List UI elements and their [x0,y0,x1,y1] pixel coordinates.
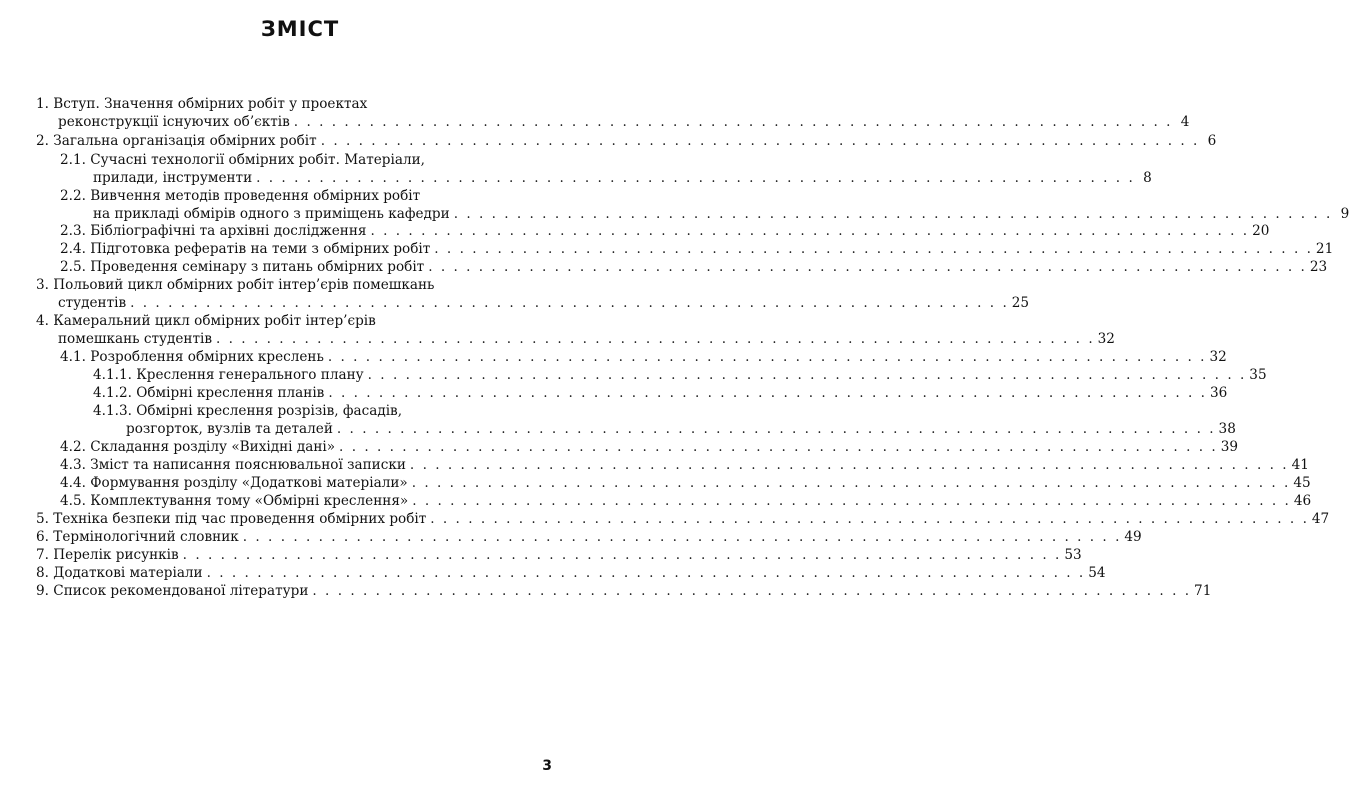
toc-entry-title: студентів [58,295,127,311]
toc-entry-page: 4 [1180,114,1190,130]
toc-dot-leader: . . . . . . . . . . . . . . . . . . . . . . . . . . . . . . . . . . . . . . . . . . . . . . . . . . . . . . . . . . . . . . . . . . . . . . [130,295,1009,311]
toc-dot-leader: . . . . . . . . . . . . . . . . . . . . . . . . . . . . . . . . . . . . . . . . . . . . . . . . . . . . . . . . . . . . . . . . . . . . . . [320,133,1200,149]
toc-entry-line: 3. Польовий цикл обмірних робіт інтер’єрів помешкань [36,277,435,293]
toc-entry [0,187,1349,223]
toc-entry-line: 4. Камеральний цикл обмірних робіт інтер’єрів [36,313,376,329]
toc-entry [0,151,1152,187]
toc-entry [0,564,1106,582]
toc-entry-page: 46 [1293,493,1312,509]
toc-entry-page: 25 [1011,295,1030,311]
toc-entry [0,276,1030,312]
toc-entry [0,546,1082,564]
toc-entry-page: 47 [1311,511,1330,527]
toc-dot-leader: . . . . . . . . . . . . . . . . . . . . . . . . . . . . . . . . . . . . . . . . . . . . . . . . . . . . . . . . . . . . . . . . . . . . . . [428,259,1307,275]
toc-entry-page: 45 [1293,475,1311,491]
toc-dot-leader: . . . . . . . . . . . . . . . . . . . . . . . . . . . . . . . . . . . . . . . . . . . . . . . . . . . . . . . . . . . . . . . . . . . . . . [412,493,1291,509]
toc-entry [0,222,1270,240]
toc-dot-leader: . . . . . . . . . . . . . . . . . . . . . . . . . . . . . . . . . . . . . . . . . . . . . . . . . . . . . . . . . . . . . . . . . . . . . . [216,331,1095,347]
toc-entry [0,258,1328,276]
page-title: ЗМІСТ [260,17,340,41]
toc-entry-line: 2.2. Вивчення методів проведення обмірних робіт [60,188,421,204]
toc-entry-title: 4.3. Зміст та написання пояснювальної записки [60,457,406,473]
toc-dot-leader: . . . . . . . . . . . . . . . . . . . . . . . . . . . . . . . . . . . . . . . . . . . . . . . . . . . . . . . . . . . . . . . . . . . . . . [256,170,1135,186]
toc-dot-leader: . . . . . . . . . . . . . . . . . . . . . . . . . . . . . . . . . . . . . . . . . . . . . . . . . . . . . . . . . . . . . . . . . . . . . . [367,367,1247,383]
toc-entry [0,510,1330,528]
toc-entry [0,402,1236,438]
toc-entry [0,348,1227,366]
toc-entry [0,312,1115,348]
toc-entry [0,95,1190,131]
toc-entry [0,132,1217,150]
toc-dot-leader: . . . . . . . . . . . . . . . . . . . . . . . . . . . . . . . . . . . . . . . . . . . . . . . . . . . . . . . . . . . . . . . . . . . . . . [370,223,1250,239]
toc-entry-title: 2.5. Проведення семінару з питань обмірних робіт [60,259,425,275]
toc-entry [0,438,1238,456]
toc-entry-title: 4.4. Формування розділу «Додаткові матеріали» [60,475,408,491]
toc-dot-leader: . . . . . . . . . . . . . . . . . . . . . . . . . . . . . . . . . . . . . . . . . . . . . . . . . . . . . . . . . . . . . . . . . . . . . . [312,583,1192,599]
toc-entry-page: 41 [1291,457,1309,473]
toc-dot-leader: . . . . . . . . . . . . . . . . . . . . . . . . . . . . . . . . . . . . . . . . . . . . . . . . . . . . . . . . . . . . . . . . . . . . . . [339,439,1218,455]
toc-entry-title: 4.2. Складання розділу «Вихідні дані» [60,439,336,455]
toc-dot-leader: . . . . . . . . . . . . . . . . . . . . . . . . . . . . . . . . . . . . . . . . . . . . . . . . . . . . . . . . . . . . . . . . . . . . . . [430,511,1309,527]
toc-dot-leader: . . . . . . . . . . . . . . . . . . . . . . . . . . . . . . . . . . . . . . . . . . . . . . . . . . . . . . . . . . . . . . . . . . . . . . [293,114,1173,130]
toc-entry-title: прилади, інструменти [93,170,253,186]
toc-entry [0,366,1267,384]
toc-entry-title: помешкань студентів [58,331,213,347]
toc-dot-leader: . . . . . . . . . . . . . . . . . . . . . . . . . . . . . . . . . . . . . . . . . . . . . . . . . . . . . . . . . . . . . . . . . . . . . . [336,421,1216,437]
toc-dot-leader: . . . . . . . . . . . . . . . . . . . . . . . . . . . . . . . . . . . . . . . . . . . . . . . . . . . . . . . . . . . . . . . . . . . . . . [409,457,1289,473]
toc-dot-leader: . . . . . . . . . . . . . . . . . . . . . . . . . . . . . . . . . . . . . . . . . . . . . . . . . . . . . . . . . . . . . . . . . . . . . . [328,385,1207,401]
toc-dot-leader: . . . . . . . . . . . . . . . . . . . . . . . . . . . . . . . . . . . . . . . . . . . . . . . . . . . . . . . . . . . . . . . . . . . . . . [453,206,1333,222]
toc-dot-leader: . . . . . . . . . . . . . . . . . . . . . . . . . . . . . . . . . . . . . . . . . . . . . . . . . . . . . . . . . . . . . . . . . . . . . . [434,241,1313,257]
toc-entry-title: 4.1.2. Обмірні креслення планів [93,385,325,401]
toc-dot-leader: . . . . . . . . . . . . . . . . . . . . . . . . . . . . . . . . . . . . . . . . . . . . . . . . . . . . . . . . . . . . . . . . . . . . . . [182,547,1062,563]
toc-dot-leader: . . . . . . . . . . . . . . . . . . . . . . . . . . . . . . . . . . . . . . . . . . . . . . . . . . . . . . . . . . . . . . . . . . . . . . [411,475,1291,491]
toc-entry-page: 32 [1209,349,1227,365]
toc-entry-page: 20 [1252,223,1270,239]
toc-entry [0,528,1142,546]
toc-entry-title: на прикладі обмірів одного з приміщень кафедри [93,206,450,222]
toc-entry-page: 32 [1097,331,1115,347]
toc-entry-title: 2.4. Підготовка рефератів на теми з обмірних робіт [60,241,431,257]
toc-entry-title: 6. Термінологічний словник [36,529,239,545]
toc-entry-title: 9. Список рекомендованої літератури [36,583,309,599]
toc-dot-leader: . . . . . . . . . . . . . . . . . . . . . . . . . . . . . . . . . . . . . . . . . . . . . . . . . . . . . . . . . . . . . . . . . . . . . . [206,565,1086,581]
toc-entry-page: 8 [1143,170,1152,186]
toc-entry-line: 2.1. Сучасні технології обмірних робіт. Матеріали, [60,152,425,168]
toc-entry-page: 49 [1124,529,1142,545]
toc-entry-line: 1. Вступ. Значення обмірних робіт у проектах [36,96,368,112]
toc-entry-title: 8. Додаткові матеріали [36,565,203,581]
toc-dot-leader: . . . . . . . . . . . . . . . . . . . . . . . . . . . . . . . . . . . . . . . . . . . . . . . . . . . . . . . . . . . . . . . . . . . . . . [242,529,1122,545]
toc-entry [0,582,1212,600]
toc-entry-title: 5. Техніка безпеки під час проведення обмірних робіт [36,511,427,527]
toc-entry-page: 36 [1209,385,1228,401]
toc-entry [0,384,1228,402]
toc-entry [0,456,1309,474]
toc-entry-page: 21 [1315,241,1334,257]
toc-entry-page: 23 [1309,259,1328,275]
toc-entry-page: 39 [1220,439,1238,455]
toc-entry-title: 7. Перелік рисунків [36,547,179,563]
toc-entry-title: реконструкції існуючих об’єктів [58,114,290,130]
toc-entry-title: 4.5. Комплектування тому «Обмірні креслення» [60,493,409,509]
toc-entry [0,240,1334,258]
toc-entry-page: 35 [1249,367,1267,383]
toc-entry [0,492,1312,510]
toc-entry-title: 2.3. Бібліографічні та архівні дослідження [60,223,367,239]
toc-entry-line: 4.1.3. Обмірні креслення розрізів, фасадів, [93,403,403,419]
toc-entry-page: 9 [1340,206,1349,222]
toc-entry-title: 2. Загальна організація обмірних робіт [36,133,317,149]
toc-entry-title: 4.1.1. Креслення генерального плану [93,367,364,383]
toc-entry-title: розгорток, вузлів та деталей [126,421,333,437]
toc-entry-page: 71 [1194,583,1212,599]
toc-entry [0,474,1311,492]
toc-entry-page: 54 [1088,565,1106,581]
toc-entry-page: 53 [1064,547,1082,563]
toc-entry-page: 38 [1218,421,1236,437]
page-number: 3 [542,758,552,774]
toc-entry-title: 4.1. Розроблення обмірних креслень [60,349,324,365]
toc-entry-page: 6 [1207,133,1217,149]
toc-dot-leader: . . . . . . . . . . . . . . . . . . . . . . . . . . . . . . . . . . . . . . . . . . . . . . . . . . . . . . . . . . . . . . . . . . . . . . [327,349,1207,365]
